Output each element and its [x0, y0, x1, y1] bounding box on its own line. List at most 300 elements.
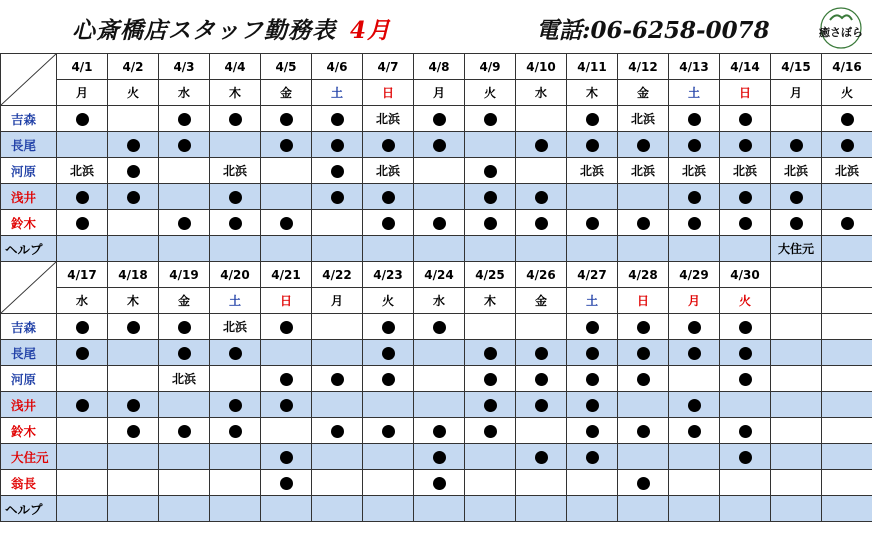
shift-dot-icon [229, 347, 242, 360]
empty-cell [516, 496, 567, 522]
date-cell: 4/7 [363, 54, 414, 80]
empty-cell [159, 496, 210, 522]
date-cell: 4/4 [210, 54, 261, 80]
shift-cell [516, 444, 567, 470]
weekday-cell: 月 [312, 288, 363, 314]
shift-dot-icon [280, 139, 293, 152]
empty-cell [210, 470, 261, 496]
shift-cell [261, 314, 312, 340]
shift-dot-icon [535, 139, 548, 152]
empty-cell [57, 470, 108, 496]
empty-cell [771, 340, 822, 366]
empty-cell [363, 236, 414, 262]
shift-cell [465, 340, 516, 366]
shift-cell [567, 366, 618, 392]
shift-cell: 北浜 [159, 366, 210, 392]
shift-cell [57, 210, 108, 236]
empty-cell [57, 366, 108, 392]
staff-row [1, 496, 872, 522]
shift-dot-icon [586, 139, 599, 152]
shift-dot-icon [790, 217, 803, 230]
shift-dot-icon [178, 347, 191, 360]
empty-cell [516, 470, 567, 496]
shift-cell [312, 106, 363, 132]
empty-cell [516, 106, 567, 132]
shift-dot-icon [739, 451, 752, 464]
shift-cell: 北浜 [567, 158, 618, 184]
empty-cell [771, 106, 822, 132]
date-cell: 4/18 [108, 262, 159, 288]
shift-cell [720, 210, 771, 236]
date-cell [771, 262, 822, 288]
empty-cell [669, 496, 720, 522]
shift-dot-icon [280, 477, 293, 490]
shift-dot-icon [841, 139, 854, 152]
page-header [0, 0, 872, 54]
empty-cell [312, 236, 363, 262]
staff-name: ヘルプ [1, 496, 57, 522]
shift-cell [414, 210, 465, 236]
shift-dot-icon [280, 217, 293, 230]
empty-cell [822, 392, 872, 418]
shift-dot-icon [841, 113, 854, 126]
shift-dot-icon [127, 425, 140, 438]
empty-cell [771, 366, 822, 392]
empty-cell [312, 496, 363, 522]
shift-cell [414, 418, 465, 444]
shift-cell: 北浜 [618, 106, 669, 132]
shift-dot-icon [739, 113, 752, 126]
weekday-cell: 木 [108, 288, 159, 314]
shift-cell [108, 158, 159, 184]
shift-cell [567, 106, 618, 132]
schedule-table [0, 53, 872, 522]
shift-cell [669, 184, 720, 210]
shift-dot-icon [688, 191, 701, 204]
empty-cell [822, 314, 872, 340]
shift-dot-icon [76, 191, 89, 204]
shift-dot-icon [586, 321, 599, 334]
date-cell: 4/26 [516, 262, 567, 288]
shift-cell [720, 340, 771, 366]
empty-cell [159, 158, 210, 184]
empty-cell [108, 366, 159, 392]
shift-cell [57, 184, 108, 210]
empty-cell [822, 366, 872, 392]
weekday-cell: 金 [618, 80, 669, 106]
shift-cell [822, 106, 872, 132]
shift-dot-icon [433, 139, 446, 152]
shift-dot-icon [382, 321, 395, 334]
shift-cell [669, 210, 720, 236]
shift-dot-icon [688, 399, 701, 412]
shift-dot-icon [331, 425, 344, 438]
weekday-cell: 水 [414, 288, 465, 314]
empty-cell [567, 236, 618, 262]
shift-cell [210, 210, 261, 236]
empty-cell [261, 496, 312, 522]
shift-dot-icon [76, 217, 89, 230]
empty-cell [57, 132, 108, 158]
date-cell: 4/10 [516, 54, 567, 80]
shift-dot-icon [535, 217, 548, 230]
empty-cell [822, 470, 872, 496]
shift-dot-icon [127, 191, 140, 204]
empty-cell [312, 392, 363, 418]
date-cell: 4/27 [567, 262, 618, 288]
shift-cell [108, 314, 159, 340]
empty-cell [108, 444, 159, 470]
empty-cell [771, 314, 822, 340]
date-cell: 4/9 [465, 54, 516, 80]
title-text: 心斎橋店スタッフ勤務表 [72, 17, 336, 44]
weekday-cell: 月 [57, 80, 108, 106]
empty-cell [159, 184, 210, 210]
empty-cell [720, 236, 771, 262]
weekday-cell: 火 [465, 80, 516, 106]
corner-diagonal-cell [1, 54, 57, 106]
empty-cell [210, 444, 261, 470]
shift-cell [516, 392, 567, 418]
shift-cell [567, 444, 618, 470]
date-cell: 4/8 [414, 54, 465, 80]
empty-cell [312, 444, 363, 470]
empty-cell [363, 470, 414, 496]
shift-dot-icon [229, 113, 242, 126]
date-cell: 4/25 [465, 262, 516, 288]
shift-cell [465, 418, 516, 444]
staff-row [1, 366, 872, 392]
shift-cell [669, 314, 720, 340]
shift-cell [312, 418, 363, 444]
date-cell [822, 262, 872, 288]
shift-dot-icon [586, 399, 599, 412]
shift-cell [465, 392, 516, 418]
empty-cell [108, 210, 159, 236]
shift-dot-icon [739, 347, 752, 360]
shift-cell [516, 132, 567, 158]
shift-cell [261, 132, 312, 158]
shift-cell [516, 366, 567, 392]
empty-cell [618, 496, 669, 522]
shift-cell [567, 418, 618, 444]
empty-cell [108, 236, 159, 262]
shift-dot-icon [229, 191, 242, 204]
shift-cell: 北浜 [363, 106, 414, 132]
empty-cell [771, 392, 822, 418]
shift-cell: 大住元 [771, 236, 822, 262]
shift-dot-icon [586, 451, 599, 464]
empty-cell [822, 340, 872, 366]
shift-dot-icon [433, 425, 446, 438]
date-cell: 4/23 [363, 262, 414, 288]
shift-cell [108, 418, 159, 444]
shift-cell [618, 418, 669, 444]
date-cell: 4/29 [669, 262, 720, 288]
empty-cell [108, 470, 159, 496]
shift-dot-icon [484, 165, 497, 178]
staff-row [1, 418, 872, 444]
shift-dot-icon [229, 399, 242, 412]
empty-cell [669, 470, 720, 496]
shift-dot-icon [382, 373, 395, 386]
date-cell: 4/30 [720, 262, 771, 288]
empty-cell [771, 470, 822, 496]
shift-dot-icon [586, 217, 599, 230]
shift-cell [57, 314, 108, 340]
shift-dot-icon [535, 399, 548, 412]
shift-cell [669, 418, 720, 444]
shift-dot-icon [280, 321, 293, 334]
empty-cell [414, 158, 465, 184]
shift-dot-icon [331, 165, 344, 178]
date-cell: 4/16 [822, 54, 872, 80]
shift-cell [465, 158, 516, 184]
shift-cell [261, 470, 312, 496]
staff-row [1, 132, 872, 158]
shift-dot-icon [433, 217, 446, 230]
date-cell: 4/13 [669, 54, 720, 80]
shift-cell [210, 418, 261, 444]
date-cell: 4/2 [108, 54, 159, 80]
shift-cell [465, 210, 516, 236]
weekday-row [1, 80, 872, 106]
weekday-cell: 木 [567, 80, 618, 106]
empty-cell [465, 470, 516, 496]
empty-cell [312, 340, 363, 366]
shift-dot-icon [382, 347, 395, 360]
weekday-cell: 月 [669, 288, 720, 314]
staff-row [1, 184, 872, 210]
empty-cell [669, 236, 720, 262]
shift-dot-icon [637, 373, 650, 386]
shift-dot-icon [178, 113, 191, 126]
shift-dot-icon [637, 217, 650, 230]
shift-cell [822, 132, 872, 158]
weekday-cell: 水 [57, 288, 108, 314]
weekday-cell: 金 [261, 80, 312, 106]
weekday-cell: 火 [363, 288, 414, 314]
shift-cell [159, 340, 210, 366]
shift-dot-icon [535, 451, 548, 464]
shift-cell [210, 184, 261, 210]
shift-dot-icon [76, 321, 89, 334]
date-row [1, 262, 872, 288]
shift-dot-icon [127, 165, 140, 178]
staff-name: 河原 [1, 158, 57, 184]
staff-name: ヘルプ [1, 236, 57, 262]
shift-cell [669, 106, 720, 132]
staff-row [1, 158, 872, 184]
staff-row [1, 444, 872, 470]
shift-cell [516, 340, 567, 366]
weekday-cell: 木 [465, 288, 516, 314]
shift-dot-icon [688, 347, 701, 360]
shift-cell [618, 210, 669, 236]
shift-cell [363, 184, 414, 210]
shift-cell [771, 132, 822, 158]
shift-cell [363, 418, 414, 444]
title-month: 4月 [350, 17, 392, 44]
empty-cell [771, 444, 822, 470]
shift-dot-icon [280, 373, 293, 386]
empty-cell [210, 236, 261, 262]
shift-dot-icon [178, 217, 191, 230]
shift-dot-icon [178, 425, 191, 438]
empty-cell [414, 340, 465, 366]
shift-cell [57, 392, 108, 418]
shift-dot-icon [76, 347, 89, 360]
date-cell: 4/1 [57, 54, 108, 80]
shift-cell [618, 314, 669, 340]
shift-dot-icon [739, 321, 752, 334]
empty-cell [159, 236, 210, 262]
shift-dot-icon [433, 321, 446, 334]
shift-dot-icon [637, 477, 650, 490]
shift-cell [159, 132, 210, 158]
weekday-cell: 土 [669, 80, 720, 106]
staff-name: 翁長 [1, 470, 57, 496]
date-cell: 4/12 [618, 54, 669, 80]
shift-dot-icon [688, 425, 701, 438]
shift-cell [720, 444, 771, 470]
shift-cell [567, 210, 618, 236]
empty-cell [567, 470, 618, 496]
shift-cell [210, 392, 261, 418]
shift-dot-icon [841, 217, 854, 230]
shift-dot-icon [535, 347, 548, 360]
shift-dot-icon [229, 217, 242, 230]
weekday-cell: 月 [771, 80, 822, 106]
empty-cell [261, 418, 312, 444]
empty-cell [516, 314, 567, 340]
shift-cell: 北浜 [669, 158, 720, 184]
shift-dot-icon [637, 425, 650, 438]
weekday-cell: 金 [159, 288, 210, 314]
shift-cell: 北浜 [771, 158, 822, 184]
staff-row [1, 470, 872, 496]
staff-name: 長尾 [1, 132, 57, 158]
shift-cell [669, 392, 720, 418]
date-cell: 4/5 [261, 54, 312, 80]
shift-cell [159, 418, 210, 444]
empty-cell [414, 366, 465, 392]
shift-cell [363, 210, 414, 236]
empty-cell [720, 392, 771, 418]
shift-cell [414, 106, 465, 132]
empty-cell [312, 314, 363, 340]
weekday-cell: 日 [618, 288, 669, 314]
shift-dot-icon [790, 191, 803, 204]
date-cell: 4/28 [618, 262, 669, 288]
shift-dot-icon [535, 373, 548, 386]
shift-dot-icon [331, 113, 344, 126]
staff-row [1, 340, 872, 366]
shift-cell [720, 132, 771, 158]
corner-diagonal-cell [1, 262, 57, 314]
weekday-cell: 日 [720, 80, 771, 106]
shift-dot-icon [586, 425, 599, 438]
staff-name: 浅井 [1, 392, 57, 418]
empty-cell [669, 366, 720, 392]
shift-dot-icon [331, 191, 344, 204]
date-cell: 4/17 [57, 262, 108, 288]
shift-cell [567, 340, 618, 366]
empty-cell [669, 444, 720, 470]
empty-cell [159, 392, 210, 418]
empty-cell [159, 470, 210, 496]
shift-cell: 北浜 [363, 158, 414, 184]
shift-dot-icon [382, 139, 395, 152]
shift-dot-icon [127, 321, 140, 334]
shift-dot-icon [280, 399, 293, 412]
weekday-cell: 火 [720, 288, 771, 314]
shift-cell [261, 366, 312, 392]
shift-cell [261, 210, 312, 236]
shift-dot-icon [688, 113, 701, 126]
staff-row [1, 236, 872, 262]
shift-cell [108, 132, 159, 158]
weekday-cell: 火 [108, 80, 159, 106]
empty-cell [567, 496, 618, 522]
shift-dot-icon [127, 399, 140, 412]
empty-cell [363, 392, 414, 418]
shift-dot-icon [280, 113, 293, 126]
empty-cell [210, 366, 261, 392]
staff-name: 長尾 [1, 340, 57, 366]
empty-cell [414, 236, 465, 262]
shift-cell [414, 444, 465, 470]
date-cell: 4/14 [720, 54, 771, 80]
empty-cell [516, 418, 567, 444]
staff-name: 河原 [1, 366, 57, 392]
shift-cell [516, 184, 567, 210]
shift-dot-icon [739, 191, 752, 204]
empty-cell [108, 106, 159, 132]
shift-cell [669, 132, 720, 158]
empty-cell [618, 392, 669, 418]
shift-dot-icon [688, 321, 701, 334]
shift-dot-icon [739, 425, 752, 438]
shift-dot-icon [484, 399, 497, 412]
staff-name: 鈴木 [1, 210, 57, 236]
weekday-cell: 木 [210, 80, 261, 106]
shift-cell [618, 470, 669, 496]
shift-dot-icon [178, 139, 191, 152]
svg-text:癒さぼら: 癒さぼら [819, 26, 863, 39]
shift-cell [822, 210, 872, 236]
empty-cell [414, 496, 465, 522]
date-cell: 4/15 [771, 54, 822, 80]
shift-dot-icon [586, 347, 599, 360]
empty-cell [822, 236, 872, 262]
shift-cell [159, 314, 210, 340]
shift-cell: 北浜 [822, 158, 872, 184]
shift-dot-icon [739, 139, 752, 152]
staff-row [1, 210, 872, 236]
weekday-row [1, 288, 872, 314]
empty-cell [57, 444, 108, 470]
empty-cell [363, 496, 414, 522]
shift-cell [312, 132, 363, 158]
shift-dot-icon [688, 139, 701, 152]
empty-cell [822, 418, 872, 444]
shift-cell [618, 132, 669, 158]
shift-dot-icon [433, 113, 446, 126]
shift-cell [363, 132, 414, 158]
shift-cell [108, 184, 159, 210]
empty-cell [57, 496, 108, 522]
